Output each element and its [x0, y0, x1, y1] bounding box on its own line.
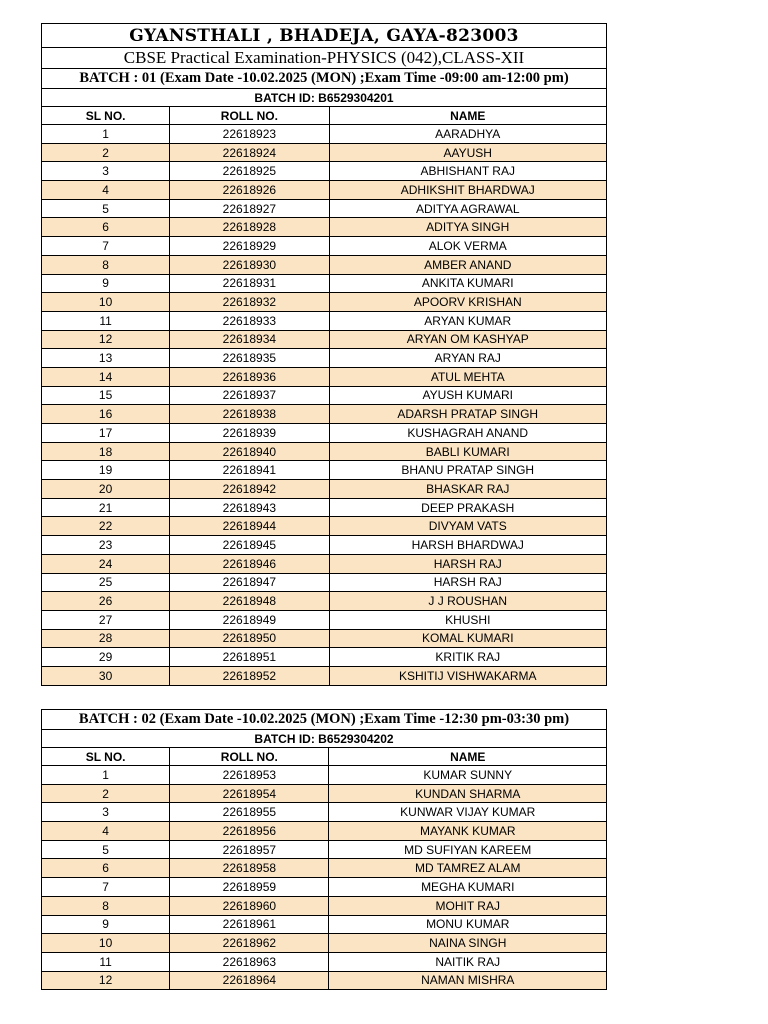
roll-no-cell: 22618955: [170, 803, 329, 822]
sl-no-cell: 4: [42, 181, 170, 200]
sl-no-cell: 10: [42, 934, 170, 953]
name-cell: MD SUFIYAN KAREEM: [329, 840, 607, 859]
name-cell: KUNDAN SHARMA: [329, 784, 607, 803]
table-row: [42, 125, 607, 144]
name-cell: KHUSHI: [329, 610, 607, 629]
roll-no-cell: 22618945: [170, 536, 329, 555]
roll-no-cell: 22618960: [170, 896, 329, 915]
name-cell: ADITYA AGRAWAL: [329, 199, 607, 218]
roll-no-cell: 22618938: [170, 405, 329, 424]
sl-no-header: SL NO.: [42, 107, 170, 125]
sl-no-cell: 30: [42, 666, 170, 685]
name-cell: HARSH BHARDWAJ: [329, 536, 607, 555]
name-cell: AAYUSH: [329, 143, 607, 162]
table-row: [42, 349, 607, 368]
sl-no-cell: 6: [42, 218, 170, 237]
roll-no-cell: 22618957: [170, 840, 329, 859]
name-cell: ABHISHANT RAJ: [329, 162, 607, 181]
sl-no-cell: 4: [42, 822, 170, 841]
school-title: GYANSTHALI , BHADEJA, GAYA-823003: [42, 24, 607, 48]
sl-no-cell: 11: [42, 311, 170, 330]
table-row: [42, 648, 607, 667]
table-row: [42, 386, 607, 405]
sl-no-cell: 12: [42, 971, 170, 990]
sl-no-cell: 1: [42, 766, 170, 785]
name-cell: ARYAN OM KASHYAP: [329, 330, 607, 349]
sl-no-cell: 11: [42, 952, 170, 971]
sl-no-cell: 3: [42, 162, 170, 181]
sl-no-cell: 7: [42, 237, 170, 256]
name-cell: ADITYA SINGH: [329, 218, 607, 237]
batch-1-title: BATCH : 01 (Exam Date -10.02.2025 (MON) ;Exam Time -09:00 am-12:00 pm): [42, 69, 607, 89]
table-row: [42, 859, 607, 878]
batch-1-section: [41, 23, 607, 686]
name-cell: AYUSH KUMARI: [329, 386, 607, 405]
name-cell: KOMAL KUMARI: [329, 629, 607, 648]
sl-no-cell: 8: [42, 255, 170, 274]
name-cell: KUMAR SUNNY: [329, 766, 607, 785]
sl-no-cell: 3: [42, 803, 170, 822]
exam-title: CBSE Practical Examination-PHYSICS (042),CLASS-XII: [42, 48, 607, 69]
table-row: [42, 480, 607, 499]
roll-no-cell: 22618964: [170, 971, 329, 990]
name-cell: MAYANK KUMAR: [329, 822, 607, 841]
sl-no-cell: 7: [42, 878, 170, 897]
sl-no-cell: 2: [42, 784, 170, 803]
roll-no-cell: 22618924: [170, 143, 329, 162]
roll-no-cell: 22618936: [170, 367, 329, 386]
roll-no-cell: 22618948: [170, 592, 329, 611]
sl-no-cell: 2: [42, 143, 170, 162]
sl-no-cell: 16: [42, 405, 170, 424]
sl-no-cell: 1: [42, 125, 170, 144]
roll-no-cell: 22618939: [170, 424, 329, 443]
name-cell: KSHITIJ VISHWAKARMA: [329, 666, 607, 685]
name-cell: NAITIK RAJ: [329, 952, 607, 971]
name-cell: NAMAN MISHRA: [329, 971, 607, 990]
table-row: [42, 293, 607, 312]
roll-no-cell: 22618925: [170, 162, 329, 181]
name-cell: ARYAN RAJ: [329, 349, 607, 368]
sl-no-cell: 29: [42, 648, 170, 667]
table-row: [42, 934, 607, 953]
name-cell: HARSH RAJ: [329, 573, 607, 592]
sl-no-cell: 25: [42, 573, 170, 592]
roll-no-header: ROLL NO.: [170, 748, 329, 766]
roll-no-cell: 22618946: [170, 554, 329, 573]
roll-no-cell: 22618958: [170, 859, 329, 878]
name-cell: MOHIT RAJ: [329, 896, 607, 915]
name-cell: DEEP PRAKASH: [329, 498, 607, 517]
roll-no-cell: 22618940: [170, 442, 329, 461]
name-header: NAME: [329, 748, 607, 766]
sl-no-cell: 19: [42, 461, 170, 480]
name-cell: KUNWAR VIJAY KUMAR: [329, 803, 607, 822]
table-row: [42, 592, 607, 611]
sl-no-cell: 28: [42, 629, 170, 648]
table-row: [42, 896, 607, 915]
sl-no-cell: 6: [42, 859, 170, 878]
table-row: [42, 367, 607, 386]
roll-no-cell: 22618932: [170, 293, 329, 312]
name-cell: AMBER ANAND: [329, 255, 607, 274]
sl-no-cell: 14: [42, 367, 170, 386]
sl-no-cell: 5: [42, 199, 170, 218]
table-row: [42, 405, 607, 424]
roll-no-cell: 22618949: [170, 610, 329, 629]
sl-no-cell: 18: [42, 442, 170, 461]
batch-1-body: [42, 24, 607, 686]
roll-no-header: ROLL NO.: [170, 107, 329, 125]
roll-no-cell: 22618947: [170, 573, 329, 592]
table-row: [42, 766, 607, 785]
roll-no-cell: 22618923: [170, 125, 329, 144]
roll-no-cell: 22618930: [170, 255, 329, 274]
roll-no-cell: 22618928: [170, 218, 329, 237]
table-row: [42, 952, 607, 971]
table-row: [42, 143, 607, 162]
table-row: [42, 442, 607, 461]
table-row: [42, 424, 607, 443]
sl-no-header: SL NO.: [42, 748, 170, 766]
roll-no-cell: 22618929: [170, 237, 329, 256]
sl-no-cell: 23: [42, 536, 170, 555]
batch-2-title: BATCH : 02 (Exam Date -10.02.2025 (MON) ;Exam Time -12:30 pm-03:30 pm): [42, 710, 607, 730]
roll-no-cell: 22618959: [170, 878, 329, 897]
table-row: [42, 237, 607, 256]
name-cell: J J ROUSHAN: [329, 592, 607, 611]
batch-1-id: BATCH ID: B6529304201: [42, 89, 607, 107]
batch-2-section: [41, 709, 607, 990]
batch-2-body: [42, 710, 607, 990]
roll-no-cell: 22618931: [170, 274, 329, 293]
table-row: [42, 666, 607, 685]
table-row: [42, 915, 607, 934]
roll-no-cell: 22618941: [170, 461, 329, 480]
table-row: [42, 311, 607, 330]
sl-no-cell: 17: [42, 424, 170, 443]
table-row: [42, 840, 607, 859]
name-cell: KUSHAGRAH ANAND: [329, 424, 607, 443]
name-cell: ALOK VERMA: [329, 237, 607, 256]
roll-no-cell: 22618942: [170, 480, 329, 499]
roll-no-cell: 22618953: [170, 766, 329, 785]
sl-no-cell: 21: [42, 498, 170, 517]
table-row: [42, 573, 607, 592]
sl-no-cell: 9: [42, 274, 170, 293]
roll-no-cell: 22618944: [170, 517, 329, 536]
sl-no-cell: 13: [42, 349, 170, 368]
table-row: [42, 629, 607, 648]
name-cell: BHANU PRATAP SINGH: [329, 461, 607, 480]
sl-no-cell: 9: [42, 915, 170, 934]
name-cell: ARYAN KUMAR: [329, 311, 607, 330]
sl-no-cell: 8: [42, 896, 170, 915]
name-cell: HARSH RAJ: [329, 554, 607, 573]
sl-no-cell: 5: [42, 840, 170, 859]
batch-1-table: [41, 23, 607, 686]
name-cell: MD TAMREZ ALAM: [329, 859, 607, 878]
roll-no-cell: 22618950: [170, 629, 329, 648]
roll-no-cell: 22618933: [170, 311, 329, 330]
roll-no-cell: 22618926: [170, 181, 329, 200]
roll-no-cell: 22618937: [170, 386, 329, 405]
name-cell: MEGHA KUMARI: [329, 878, 607, 897]
name-cell: MONU KUMAR: [329, 915, 607, 934]
name-cell: ATUL MEHTA: [329, 367, 607, 386]
roll-no-cell: 22618954: [170, 784, 329, 803]
name-header: NAME: [329, 107, 607, 125]
table-row: [42, 162, 607, 181]
table-row: [42, 536, 607, 555]
table-row: [42, 878, 607, 897]
name-cell: APOORV KRISHAN: [329, 293, 607, 312]
sl-no-cell: 22: [42, 517, 170, 536]
table-row: [42, 803, 607, 822]
sl-no-cell: 27: [42, 610, 170, 629]
table-row: [42, 610, 607, 629]
name-cell: ADHIKSHIT BHARDWAJ: [329, 181, 607, 200]
roll-no-cell: 22618956: [170, 822, 329, 841]
table-row: [42, 971, 607, 990]
table-row: [42, 517, 607, 536]
table-row: [42, 218, 607, 237]
roll-no-cell: 22618943: [170, 498, 329, 517]
roll-no-cell: 22618961: [170, 915, 329, 934]
table-row: [42, 199, 607, 218]
table-row: [42, 274, 607, 293]
table-row: [42, 822, 607, 841]
name-cell: KRITIK RAJ: [329, 648, 607, 667]
table-row: [42, 461, 607, 480]
batch-2-id: BATCH ID: B6529304202: [42, 730, 607, 748]
sl-no-cell: 15: [42, 386, 170, 405]
sl-no-cell: 24: [42, 554, 170, 573]
name-cell: DIVYAM VATS: [329, 517, 607, 536]
name-cell: ADARSH PRATAP SINGH: [329, 405, 607, 424]
table-row: [42, 498, 607, 517]
name-cell: NAINA SINGH: [329, 934, 607, 953]
name-cell: BABLI KUMARI: [329, 442, 607, 461]
sl-no-cell: 26: [42, 592, 170, 611]
table-row: [42, 784, 607, 803]
roll-no-cell: 22618935: [170, 349, 329, 368]
sl-no-cell: 12: [42, 330, 170, 349]
table-row: [42, 255, 607, 274]
name-cell: ANKITA KUMARI: [329, 274, 607, 293]
table-row: [42, 554, 607, 573]
roll-no-cell: 22618952: [170, 666, 329, 685]
sl-no-cell: 20: [42, 480, 170, 499]
table-row: [42, 330, 607, 349]
roll-no-cell: 22618934: [170, 330, 329, 349]
batch-2-table: [41, 709, 607, 990]
roll-no-cell: 22618951: [170, 648, 329, 667]
table-row: [42, 181, 607, 200]
name-cell: AARADHYA: [329, 125, 607, 144]
roll-no-cell: 22618963: [170, 952, 329, 971]
sl-no-cell: 10: [42, 293, 170, 312]
roll-no-cell: 22618927: [170, 199, 329, 218]
name-cell: BHASKAR RAJ: [329, 480, 607, 499]
roll-no-cell: 22618962: [170, 934, 329, 953]
